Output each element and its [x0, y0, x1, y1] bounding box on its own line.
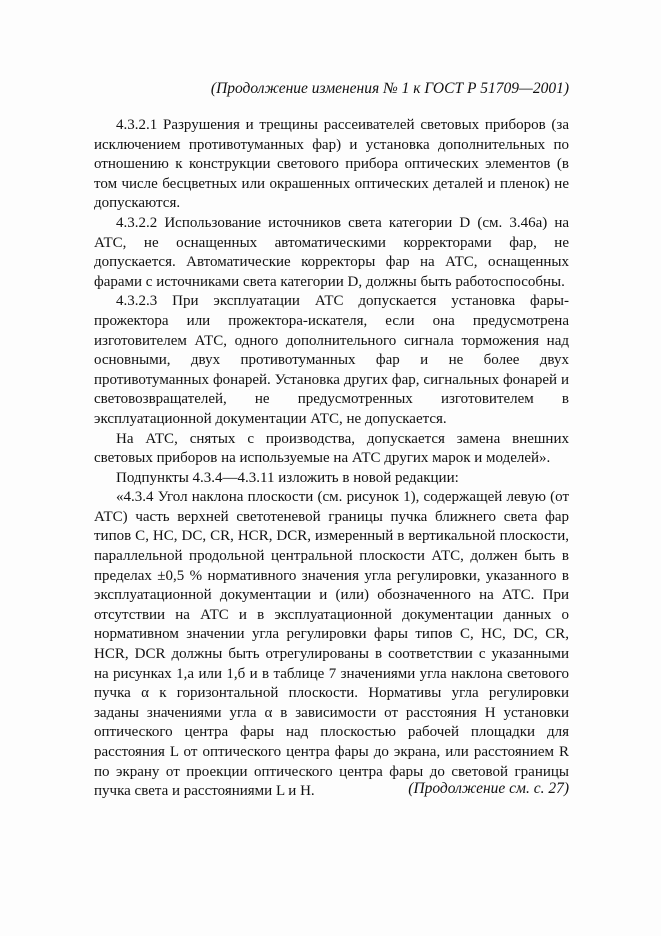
paragraph-4-3-2-3: 4.3.2.3 При эксплуатации АТС допускается установка фары-прожектора или прожектора-искателя, если она предусмотрена изготовителем АТС, одного дополнительного сигнала торможения над основными, двух противотуманных фар и не более двух противотуманных фонарей. Установка других фар, сигнальных фонарей и световозвращателей, не предусмотренных изготовителем в эксплуатационной документации АТС, не допускается. [94, 293, 569, 427]
paragraph-4-3-2-1: 4.3.2.1 Разрушения и трещины рассеивателей световых приборов (за исключением противотуманных фар) и установка дополнительных по отношению к конструкции светового прибора оптических элементов (в том числе бесцветных или окрашенных оптических деталей и пленок) не допускаются. [94, 117, 569, 212]
paragraph-4-3-2-2: 4.3.2.2 Использование источников света категории D (см. 3.46а) на АТС, не оснащенных автоматическими корректорами фар, не допускается. Автоматические корректоры фар на АТС, оснащенных фарами с источниками света категории D, должны быть работоспособны. [94, 214, 569, 290]
paragraph-subclauses-instruction: Подпункты 4.3.4—4.3.11 изложить в новой редакции: [116, 469, 459, 486]
paragraph-discontinued-vehicles: На АТС, снятых с производства, допускается замена внешних световых приборов на используемые на АТС других марок и моделей». [94, 430, 569, 467]
page-footer-continuation: (Продолжение см. с. 27) [408, 780, 569, 797]
page-header-continuation: (Продолжение изменения № 1 к ГОСТ Р 51709—2001) [210, 80, 569, 97]
document-body [94, 116, 569, 802]
paragraph-4-3-4: «4.3.4 Угол наклона плоскости (см. рисунок 1), содержащей левую (от АТС) часть верхней светотеневой границы пучка ближнего света фар типов С, НС, DC, CR, HCR, DCR, измеренный в вертикальной плоскости, параллельной продольной центральной плоскости АТС, должен быть в пределах ±0,5 % нормативного значения угла регулировки, указанного в эксплуатационной документации и (или) обозначенного на АТС. При отсутствии на АТС и в эксплуатационной документации данных о нормативном значении угла регулировки фары типов С, НС, DC, CR, HCR, DCR должны быть отрегулированы в соответствии с указанными на рисунках 1,а или 1,б и в таблице 7 значениями угла наклона светового пучка α к горизонтальной плоскости. Нормативы угла регулировки заданы значениями угла α в зависимости от расстояния H установки оптического центра фары над плоскостью рабочей площадки для расстояния L от оптического центра фары до экрана, или расстоянием R по экрану от проекции оптического центра фары до световой границы пучка света и расстояниями L и H. [94, 489, 569, 800]
